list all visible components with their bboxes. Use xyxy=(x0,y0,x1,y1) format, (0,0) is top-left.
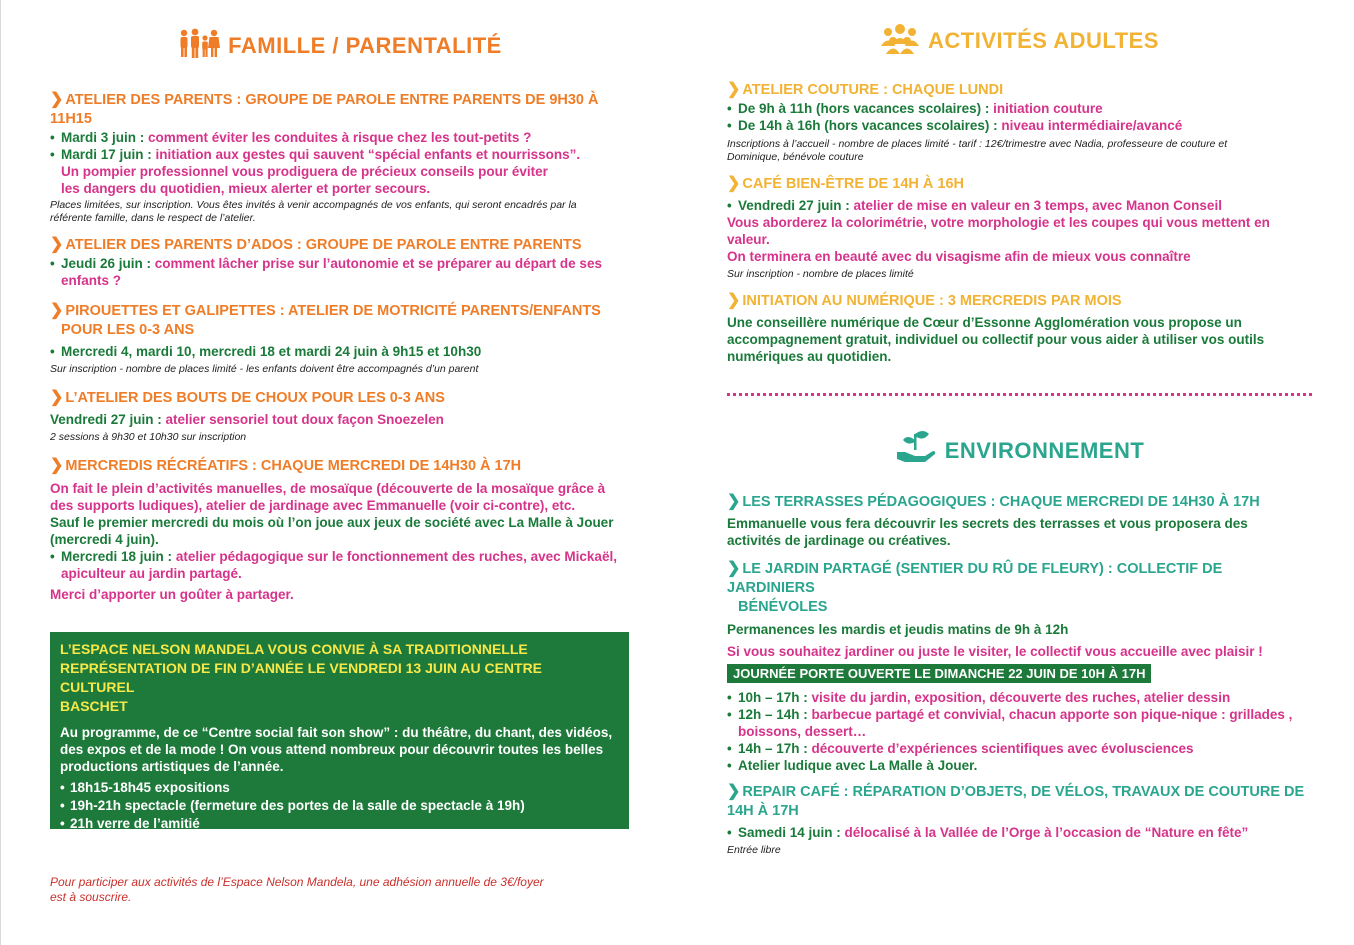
choux-heading: ❯ L’ATELIER DES BOUTS DE CHOUX POUR LES 0-3 ANS xyxy=(50,389,445,406)
couture-section xyxy=(727,80,1312,164)
list-item: • Mercredi 4, mardi 10, mercredi 18 et mardi 24 juin à 9h15 et 10h30 xyxy=(50,343,630,360)
terrasses-text: activités de jardinage ou créatives. xyxy=(727,533,951,548)
terrasses-section xyxy=(727,492,1312,549)
repair-section xyxy=(727,782,1312,857)
chevron-icon: ❯ xyxy=(50,457,64,474)
list-item: • 10h – 17h : visite du jardin, exposition, découverte des ruches, atelier dessin xyxy=(727,689,1312,706)
mercredis-text: des supports ludiques), atelier de jardinage avec Emmanuelle (voir ci-contre), etc. xyxy=(50,498,576,513)
choux-section xyxy=(50,388,630,444)
family-icon xyxy=(178,28,220,64)
spectacle-title: REPRÉSENTATION DE FIN D’ANNÉE LE VENDREDI 13 JUIN AU CENTRE CULTUREL xyxy=(60,660,543,695)
group-icon xyxy=(880,22,920,60)
atelier-parents-heading: ❯ ATELIER DES PARENTS : GROUPE DE PAROLE ENTRE PARENTS DE 9H30 À 11H15 xyxy=(50,91,599,127)
list-item: • De 14h à 16h (hors vacances scolaires) : niveau intermédiaire/avancé xyxy=(727,117,1312,134)
famille-title xyxy=(50,28,630,64)
adultes-title-text: ACTIVITÉS ADULTES xyxy=(928,28,1159,53)
cafe-text: On terminera en beauté avec du visagisme afin de mieux vous connaître xyxy=(727,249,1191,264)
list-item: • Mardi 3 juin : comment éviter les conduites à risque chez les tout-petits ? xyxy=(50,129,630,146)
list-item: • 14h – 17h : découverte d’expériences scientifiques avec évolusciences xyxy=(727,740,1312,757)
mercredis-text: On fait le plein d’activités manuelles, de mosaïque (découverte de la mosaïque grâce à xyxy=(50,481,606,496)
cafe-section xyxy=(727,174,1312,281)
note: Places limitées, sur inscription. Vous êtes invités à venir accompagnés de vos enfants, qui seront encadrés par la xyxy=(50,199,577,211)
numerique-section xyxy=(727,291,1312,365)
list-item: • Jeudi 26 juin : comment lâcher prise sur l’autonomie et se préparer au départ de ses xyxy=(50,255,630,272)
chevron-icon: ❯ xyxy=(50,236,64,253)
terrasses-heading: ❯ LES TERRASSES PÉDAGOGIQUES : CHAQUE MERCREDI DE 14H30 À 17H xyxy=(727,493,1260,510)
chevron-icon: ❯ xyxy=(727,493,741,510)
spectacle-text: des expos et de la mode ! On vous attend nombreux pour découvrir toutes les belles xyxy=(60,742,604,757)
note: référente famille, dans le respect de l’atelier. xyxy=(50,212,256,224)
spectacle-title: L’ESPACE NELSON MANDELA VOUS CONVIE À SA TRADITIONNELLE xyxy=(60,641,528,657)
list-item: • Atelier ludique avec La Malle à Jouer. xyxy=(727,757,1312,774)
numerique-text: Une conseillère numérique de Cœur d’Essonne Agglomération vous propose un xyxy=(727,315,1242,330)
dotted-divider xyxy=(727,393,1312,396)
numerique-heading: ❯ INITIATION AU NUMÉRIQUE : 3 MERCREDIS PAR MOIS xyxy=(727,292,1122,309)
famille-title-text: FAMILLE / PARENTALITÉ xyxy=(228,33,502,58)
atelier-ados-heading: ❯ ATELIER DES PARENTS D’ADOS : GROUPE DE PAROLE ENTRE PARENTS xyxy=(50,236,582,253)
list-item: • Mardi 17 juin : initiation aux gestes qui sauvent “spécial enfants et nourrissons”. xyxy=(50,146,630,163)
note: 2 sessions à 9h30 et 10h30 sur inscription xyxy=(50,431,247,443)
list-item: • Samedi 14 juin : délocalisé à la Vallée de l’Orge à l’occasion de “Nature en fête” xyxy=(727,824,1312,841)
jardin-text: Si vous souhaitez jardiner ou juste le visiter, le collectif vous accueille avec plaisir ! xyxy=(727,644,1263,659)
cafe-text: Vous aborderez la colorimétrie, votre morphologie et les coupes qui vous mettent en valeur. xyxy=(727,215,1270,247)
list-item-continuation: boissons, dessert… xyxy=(738,724,867,739)
hand-plant-icon xyxy=(895,430,937,472)
mercredis-text: Sauf le premier mercredi du mois où l’on joue aux jeux de société avec La Malle à Jouer xyxy=(50,515,614,530)
list-item: • 12h – 14h : barbecue partagé et convivial, chacun apporte son pique-nique : grillades , xyxy=(727,706,1312,723)
note: Dominique, bénévole couture xyxy=(727,151,864,163)
chevron-icon: ❯ xyxy=(50,389,64,406)
page-edge xyxy=(0,0,1,945)
mercredis-heading: ❯ MERCREDIS RÉCRÉATIFS : CHAQUE MERCREDI DE 14H30 À 17H xyxy=(50,457,522,474)
chevron-icon: ❯ xyxy=(727,175,741,192)
chevron-icon: ❯ xyxy=(727,560,741,577)
atelier-parents-section xyxy=(50,90,630,225)
chevron-icon: ❯ xyxy=(50,91,64,108)
note: Sur inscription - nombre de places limité - les enfants doivent être accompagnés d’un parent xyxy=(50,363,479,375)
repair-heading: ❯ REPAIR CAFÉ : RÉPARATION D’OBJETS, DE VÉLOS, TRAVAUX DE COUTURE DE 14H À 17H xyxy=(727,783,1305,819)
chevron-icon: ❯ xyxy=(727,81,741,98)
spectacle-text: Au programme, de ce “Centre social fait son show” : du théâtre, du chant, des vidéos, xyxy=(60,725,613,740)
pirouettes-heading: ❯ PIROUETTES ET GALIPETTES : ATELIER DE MOTRICITÉ PARENTS/ENFANTS xyxy=(50,302,601,319)
note: Sur inscription - nombre de places limité xyxy=(727,268,914,280)
mercredis-section xyxy=(50,456,630,603)
cafe-heading: ❯ CAFÉ BIEN-ÊTRE DE 14H À 16H xyxy=(727,175,964,192)
jardin-heading: ❯ LE JARDIN PARTAGÉ (SENTIER DU RÛ DE FLEURY) : COLLECTIF DE JARDINIERS xyxy=(727,560,1223,596)
list-item-continuation: les dangers du quotidien, mieux alerter et porter secours. xyxy=(61,181,431,196)
chevron-icon: ❯ xyxy=(50,302,64,319)
list-item: • De 9h à 11h (hors vacances scolaires) : initiation couture xyxy=(727,100,1312,117)
list-item-continuation: Un pompier professionnel vous prodiguera de précieux conseils pour éviter xyxy=(61,164,548,179)
mercredis-text: Merci d’apporter un goûter à partager. xyxy=(50,587,294,602)
numerique-text: numériques au quotidien. xyxy=(727,349,892,364)
mercredis-text: (mercredi 4 juin). xyxy=(50,532,159,547)
famille-column xyxy=(50,28,630,615)
list-item: • Vendredi 27 juin : atelier de mise en valeur en 3 temps, avec Manon Conseil xyxy=(727,197,1312,214)
note: Inscriptions à l’accueil - nombre de places limité - tarif : 12€/trimestre avec Nadia, professeure de couture et xyxy=(727,138,1228,150)
numerique-text: accompagnement gratuit, individuel ou collectif pour vous aider à utiliser vos outils xyxy=(727,332,1265,347)
environnement-title xyxy=(727,430,1312,472)
environnement-title-text: ENVIRONNEMENT xyxy=(944,438,1145,463)
list-item-continuation: apiculteur au jardin partagé. xyxy=(61,566,242,581)
list-item-continuation: enfants ? xyxy=(61,273,122,288)
spectacle-title: BASCHET xyxy=(60,698,128,714)
chevron-icon: ❯ xyxy=(727,783,741,800)
jardin-section xyxy=(727,559,1312,774)
spectacle-item: • 19h-21h spectacle (fermeture des portes de la salle de spectacle à 19h) xyxy=(60,797,619,815)
note: Entrée libre xyxy=(727,844,781,856)
terrasses-text: Emmanuelle vous fera découvrir les secrets des terrasses et vous proposera des xyxy=(727,516,1248,531)
adultes-title xyxy=(727,22,1312,60)
couture-heading: ❯ ATELIER COUTURE : CHAQUE LUNDI xyxy=(727,81,1004,98)
spectacle-box xyxy=(50,632,629,829)
chevron-icon: ❯ xyxy=(727,292,741,309)
adultes-column xyxy=(727,22,1312,377)
pirouettes-heading-cont: POUR LES 0-3 ANS xyxy=(61,322,195,338)
pirouettes-section xyxy=(50,301,630,376)
porte-ouverte-banner: JOURNÉE PORTE OUVERTE LE DIMANCHE 22 JUIN DE 10H À 17H xyxy=(727,664,1151,683)
spectacle-item: • 18h15-18h45 expositions xyxy=(60,779,619,797)
adhesion-footnote: Pour participer aux activités de l’Espace Nelson Mandela, une adhésion annuelle de 3€/foyer est à souscrire. xyxy=(50,875,544,904)
spectacle-text: productions artistiques de l’année. xyxy=(60,759,284,774)
spectacle-item: • 21h verre de l’amitié xyxy=(60,815,619,833)
list-item: • Mercredi 18 juin : atelier pédagogique sur le fonctionnement des ruches, avec Mickaël, xyxy=(50,548,630,565)
jardin-heading-cont: BÉNÉVOLES xyxy=(738,599,828,615)
environnement-column xyxy=(727,492,1312,869)
jardin-text: Permanences les mardis et jeudis matins de 9h à 12h xyxy=(727,622,1069,637)
choux-line: Vendredi 27 juin : atelier sensoriel tout doux façon Snoezelen xyxy=(50,412,444,427)
atelier-ados-section xyxy=(50,235,630,289)
